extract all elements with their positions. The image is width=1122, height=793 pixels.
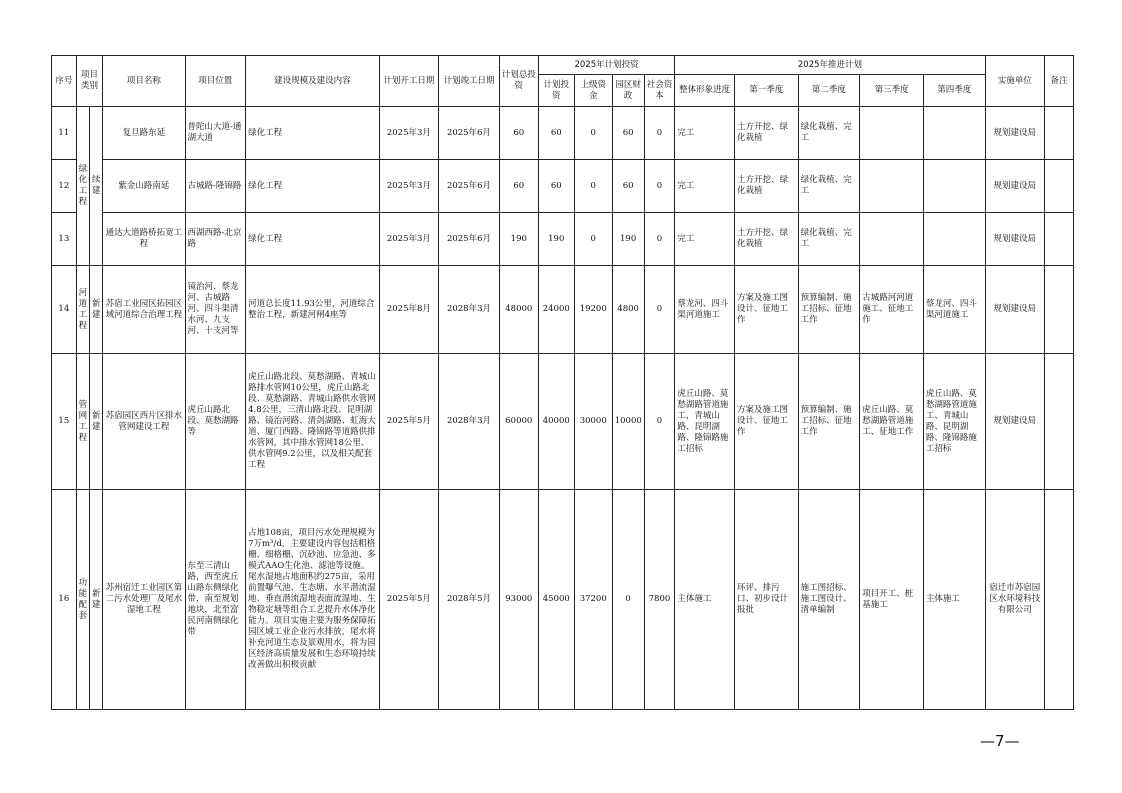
- cell-unit: 规划建设局: [985, 213, 1045, 266]
- cell-overall: 完工: [675, 107, 735, 160]
- cell-location: 西湖西路-北京路: [185, 213, 246, 266]
- cell-start: 2025年3月: [379, 213, 439, 266]
- cell-upper: 37200: [574, 490, 612, 710]
- header-unit: 实施单位: [985, 56, 1045, 107]
- cell-content: 河道总长度11.93公里，河道综合整治工程，新建河闸4座等: [246, 266, 380, 354]
- cell-q2: 施工图招标、施工图设计、清单编制: [798, 490, 860, 710]
- cell-social: 0: [644, 213, 675, 266]
- cell-social: 0: [644, 266, 675, 354]
- cell-overall: 虎丘山路、莫愁湖路管道施工，青城山路、昆明湖路、隆锦路施工招标: [675, 354, 735, 490]
- cell-upper: 0: [574, 160, 612, 213]
- header-q1: 第一季度: [734, 75, 798, 107]
- cell-plan: 24000: [538, 266, 574, 354]
- header-upper-fund: 上级资金: [574, 75, 612, 107]
- cell-remark: [1045, 213, 1074, 266]
- cell-park: 190: [612, 213, 644, 266]
- cell-location: 镜治河、蔡龙河、古城路河、四斗渠清水河、九支河、十支河等: [185, 266, 246, 354]
- cell-upper: 0: [574, 213, 612, 266]
- cell-seq: 11: [52, 107, 77, 160]
- header-overall: 整体形象进度: [675, 75, 735, 107]
- cell-remark: [1045, 160, 1074, 213]
- table-row: [52, 160, 1074, 213]
- cell-q3: 虎丘山路、莫愁湖路管道施工、征地工作: [860, 354, 924, 490]
- cell-q1: 方案及施工图设计、征地工作: [734, 354, 798, 490]
- cell-unit: 规划建设局: [985, 354, 1045, 490]
- cell-social: 0: [644, 107, 675, 160]
- cell-q3: [860, 213, 924, 266]
- cell-overall: 完工: [675, 160, 735, 213]
- cell-q1: 土方开挖、绿化栽植: [734, 160, 798, 213]
- cell-build-type: 新建: [89, 266, 102, 354]
- cell-total: 60: [499, 160, 538, 213]
- header-total: 计划总投资: [499, 56, 538, 107]
- cell-end: 2025年6月: [439, 107, 500, 160]
- cell-total: 48000: [499, 266, 538, 354]
- header-content: 建设规模及建设内容: [246, 56, 380, 107]
- cell-remark: [1045, 354, 1074, 490]
- cell-end: 2028年5月: [439, 490, 500, 710]
- cell-start: 2025年3月: [379, 160, 439, 213]
- header-q2: 第二季度: [798, 75, 860, 107]
- cell-social: 0: [644, 160, 675, 213]
- cell-q4: 蔡龙河、四斗渠河道施工: [923, 266, 985, 354]
- cell-seq: 15: [52, 354, 77, 490]
- cell-total: 60: [499, 107, 538, 160]
- header-remark: 备注: [1045, 56, 1074, 107]
- cell-social: 7800: [644, 490, 675, 710]
- cell-build-type: 续建: [89, 107, 102, 266]
- cell-seq: 16: [52, 490, 77, 710]
- table-row: [52, 490, 1074, 710]
- cell-name: 紫金山路南延: [103, 160, 185, 213]
- table-row: [52, 213, 1074, 266]
- cell-seq: 12: [52, 160, 77, 213]
- cell-social: 0: [644, 354, 675, 490]
- cell-q2: 绿化栽植、完工: [798, 107, 860, 160]
- cell-start: 2025年8月: [379, 266, 439, 354]
- page-number: —7—: [980, 732, 1020, 750]
- header-end: 计划竣工日期: [439, 56, 500, 107]
- cell-remark: [1045, 266, 1074, 354]
- cell-q4: [923, 107, 985, 160]
- header-park-fin: 园区财政: [612, 75, 644, 107]
- cell-content: 绿化工程: [246, 213, 380, 266]
- cell-category: 功能配套: [76, 490, 89, 710]
- cell-q3: [860, 160, 924, 213]
- cell-location: 东至三清山路，西至虎丘山路东侧绿化带，南至规划地块，北至富民河南侧绿化带: [185, 490, 246, 710]
- header-start: 计划开工日期: [379, 56, 439, 107]
- cell-q2: 预算编制、施工招标、征地工作: [798, 354, 860, 490]
- cell-upper: 19200: [574, 266, 612, 354]
- cell-category: 河道工程: [76, 266, 89, 354]
- cell-start: 2025年5月: [379, 490, 439, 710]
- cell-upper: 0: [574, 107, 612, 160]
- cell-start: 2025年5月: [379, 354, 439, 490]
- cell-q1: 土方开挖、绿化栽植: [734, 213, 798, 266]
- table-row: [52, 266, 1074, 354]
- cell-end: 2025年6月: [439, 160, 500, 213]
- cell-q3: 古城路河河道施工、征地工作: [860, 266, 924, 354]
- cell-build-type: 新建: [89, 354, 102, 490]
- cell-total: 93000: [499, 490, 538, 710]
- cell-category: 绿化工程: [76, 107, 89, 266]
- header-plan-invest: 计划投资: [538, 75, 574, 107]
- cell-q4: 主体施工: [923, 490, 985, 710]
- cell-unit: 宿迁市苏宿园区水环境科技有限公司: [985, 490, 1045, 710]
- header-name: 项目名称: [103, 56, 185, 107]
- table-row: [52, 354, 1074, 490]
- cell-park: 60: [612, 107, 644, 160]
- cell-unit: 规划建设局: [985, 107, 1045, 160]
- cell-unit: 规划建设局: [985, 160, 1045, 213]
- cell-q4: [923, 160, 985, 213]
- cell-start: 2025年3月: [379, 107, 439, 160]
- cell-total: 190: [499, 213, 538, 266]
- cell-location: 普陀山大道-通湖大道: [185, 107, 246, 160]
- cell-plan: 190: [538, 213, 574, 266]
- cell-q1: 方案及施工图设计、征地工作: [734, 266, 798, 354]
- cell-total: 60000: [499, 354, 538, 490]
- cell-q2: 预算编制、施工招标、征地工作: [798, 266, 860, 354]
- cell-plan: 60: [538, 107, 574, 160]
- project-plan-table: [51, 55, 1074, 710]
- cell-name: 苏宿工业园区拓园区域河道综合治理工程: [103, 266, 185, 354]
- cell-end: 2025年6月: [439, 213, 500, 266]
- table-row: [52, 107, 1074, 160]
- cell-plan: 60: [538, 160, 574, 213]
- header-progress-group: 2025年推进计划: [675, 56, 985, 75]
- cell-content: 绿化工程: [246, 107, 380, 160]
- cell-content: 虎丘山路北段、莫愁湖路、青城山路排水管网10公里，虎丘山路北段、莫愁湖路、青城山路供水管网4.8公里，三清山路北段、昆明湖路、镜治河路、清剑湖路、虹海大道、厦门西路、隆锦路等道路供排水管网，其中排水管网18公里、供水管网9.2公里，以及相关配套工程: [246, 354, 380, 490]
- header-q4: 第四季度: [923, 75, 985, 107]
- cell-plan: 40000: [538, 354, 574, 490]
- cell-unit: 规划建设局: [985, 266, 1045, 354]
- cell-build-type: 新建: [89, 490, 102, 710]
- cell-end: 2028年3月: [439, 266, 500, 354]
- cell-plan: 45000: [538, 490, 574, 710]
- cell-park: 0: [612, 490, 644, 710]
- cell-overall: 蔡龙河、四斗渠河道施工: [675, 266, 735, 354]
- cell-location: 古城路-隆锦路: [185, 160, 246, 213]
- cell-end: 2028年3月: [439, 354, 500, 490]
- cell-name: 苏州宿迁工业园区第二污水处理厂及尾水湿地工程: [103, 490, 185, 710]
- cell-q1: 环评、排污口、初步设计报批: [734, 490, 798, 710]
- cell-park: 10000: [612, 354, 644, 490]
- cell-q1: 土方开挖、绿化栽植: [734, 107, 798, 160]
- cell-q4: 虎丘山路、莫愁湖路管道施工、青城山路、昆明湖路、隆锦路施工招标: [923, 354, 985, 490]
- cell-overall: 主体施工: [675, 490, 735, 710]
- header-category: 项目类别: [76, 56, 103, 107]
- header-invest-group: 2025年计划投资: [538, 56, 675, 75]
- cell-q4: [923, 213, 985, 266]
- cell-content: 占地108亩，项目污水处理规模为7万m³/d，主要建设内容包括粗格栅、细格栅、沉砂池、应急池、多模式AAO生化池、滤池等设施。尾水湿地占地面积约275亩，采用前置曝气池、生态塘、水平潜流湿地、垂直潜流湿地表面流湿地、生物稳定塘等组合工艺提升水体净化能力。项目实施主要为服务保障拓园区域工业企业污水排放，尾水将补充河道生态及景观用水，将为园区经济高质量发展和生态环境持续改善做出积极贡献: [246, 490, 380, 710]
- cell-q2: 绿化栽植、完工: [798, 213, 860, 266]
- cell-name: 通达大道路桥拓宽工程: [103, 213, 185, 266]
- header-social-cap: 社会资本: [644, 75, 675, 107]
- cell-name: 复旦路东延: [103, 107, 185, 160]
- cell-seq: 13: [52, 213, 77, 266]
- cell-remark: [1045, 490, 1074, 710]
- cell-upper: 30000: [574, 354, 612, 490]
- header-q3: 第三季度: [860, 75, 924, 107]
- cell-overall: 完工: [675, 213, 735, 266]
- cell-category: 管网工程: [76, 354, 89, 490]
- cell-park: 4800: [612, 266, 644, 354]
- cell-q2: 绿化栽植、完工: [798, 160, 860, 213]
- cell-seq: 14: [52, 266, 77, 354]
- cell-park: 60: [612, 160, 644, 213]
- cell-name: 苏宿园区西片区排水管网建设工程: [103, 354, 185, 490]
- cell-content: 绿化工程: [246, 160, 380, 213]
- cell-remark: [1045, 107, 1074, 160]
- header-location: 项目位置: [185, 56, 246, 107]
- cell-location: 虎丘山路北段、莫愁湖路等: [185, 354, 246, 490]
- cell-q3: [860, 107, 924, 160]
- cell-q3: 项目开工、桩基施工: [860, 490, 924, 710]
- header-seq: 序号: [52, 56, 77, 107]
